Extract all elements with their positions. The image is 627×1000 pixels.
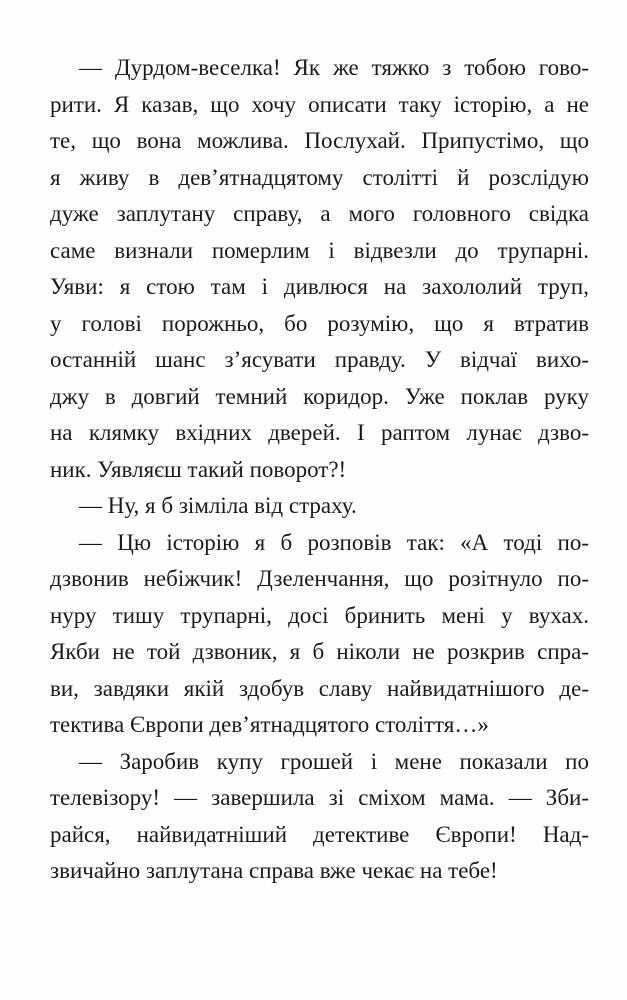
text-line: ви, завдяки якій здобув славу найвидатнішого де- [50, 675, 589, 701]
text-line: дуже заплутану справу, а мого головного свідка [50, 201, 589, 226]
text-line: телевізору! — завершила зі сміхом мама. — Зби- [50, 785, 589, 810]
text-line: рити. Я казав, що хочу описати таку історію, а не [50, 91, 589, 117]
text-line: на клямку вхідних дверей. І раптом лунає дзво- [50, 420, 589, 445]
text-line: дзвонив небіжчик! Дзеленчання, що розітнуло по- [50, 566, 589, 591]
text-line: саме визнали померлим і відвезли до трупарні. [50, 237, 589, 263]
text-line: — Цю історію я б розповів так: «А тоді по- [79, 529, 589, 555]
text-line: Уяви: я стою там і дивлюся на захололий труп, [50, 274, 589, 299]
text-line: останній шанс з’ясувати правду. У відчаї вихо- [50, 347, 589, 372]
text-line: райся, найвидатніший детективе Європи! Над- [50, 821, 589, 847]
text-line: — Ну, я б зімліла від страху. [79, 493, 357, 518]
text-line: звичайно заплутана справа вже чекає на тебе! [50, 858, 498, 883]
text-line: Якби не той дзвоник, я б ніколи не розкрив спра- [50, 639, 589, 664]
text-line: — Заробив купу грошей і мене показали по [79, 748, 589, 774]
text-line: джу в довгий темний коридор. Уже поклав руку [50, 383, 589, 409]
text-line: я живу в дев’ятнадцятому столітті й розслідую [50, 164, 589, 190]
text-line: — Дурдом-веселка! Як же тяжко з тобою гово- [79, 55, 589, 80]
text-line: нуру тишу трупарні, досі бринить мені у вухах. [50, 602, 589, 628]
page-text [50, 50, 589, 890]
text-line: у голові порожньо, бо розумію, що я втратив [50, 310, 589, 336]
text-line: тектива Європи дев’ятнадцятого століття…» [50, 712, 489, 737]
text-line: ник. Уявляєш такий поворот?! [50, 456, 347, 482]
text-line: те, що вона можлива. Послухай. Припустімо, що [50, 128, 589, 153]
